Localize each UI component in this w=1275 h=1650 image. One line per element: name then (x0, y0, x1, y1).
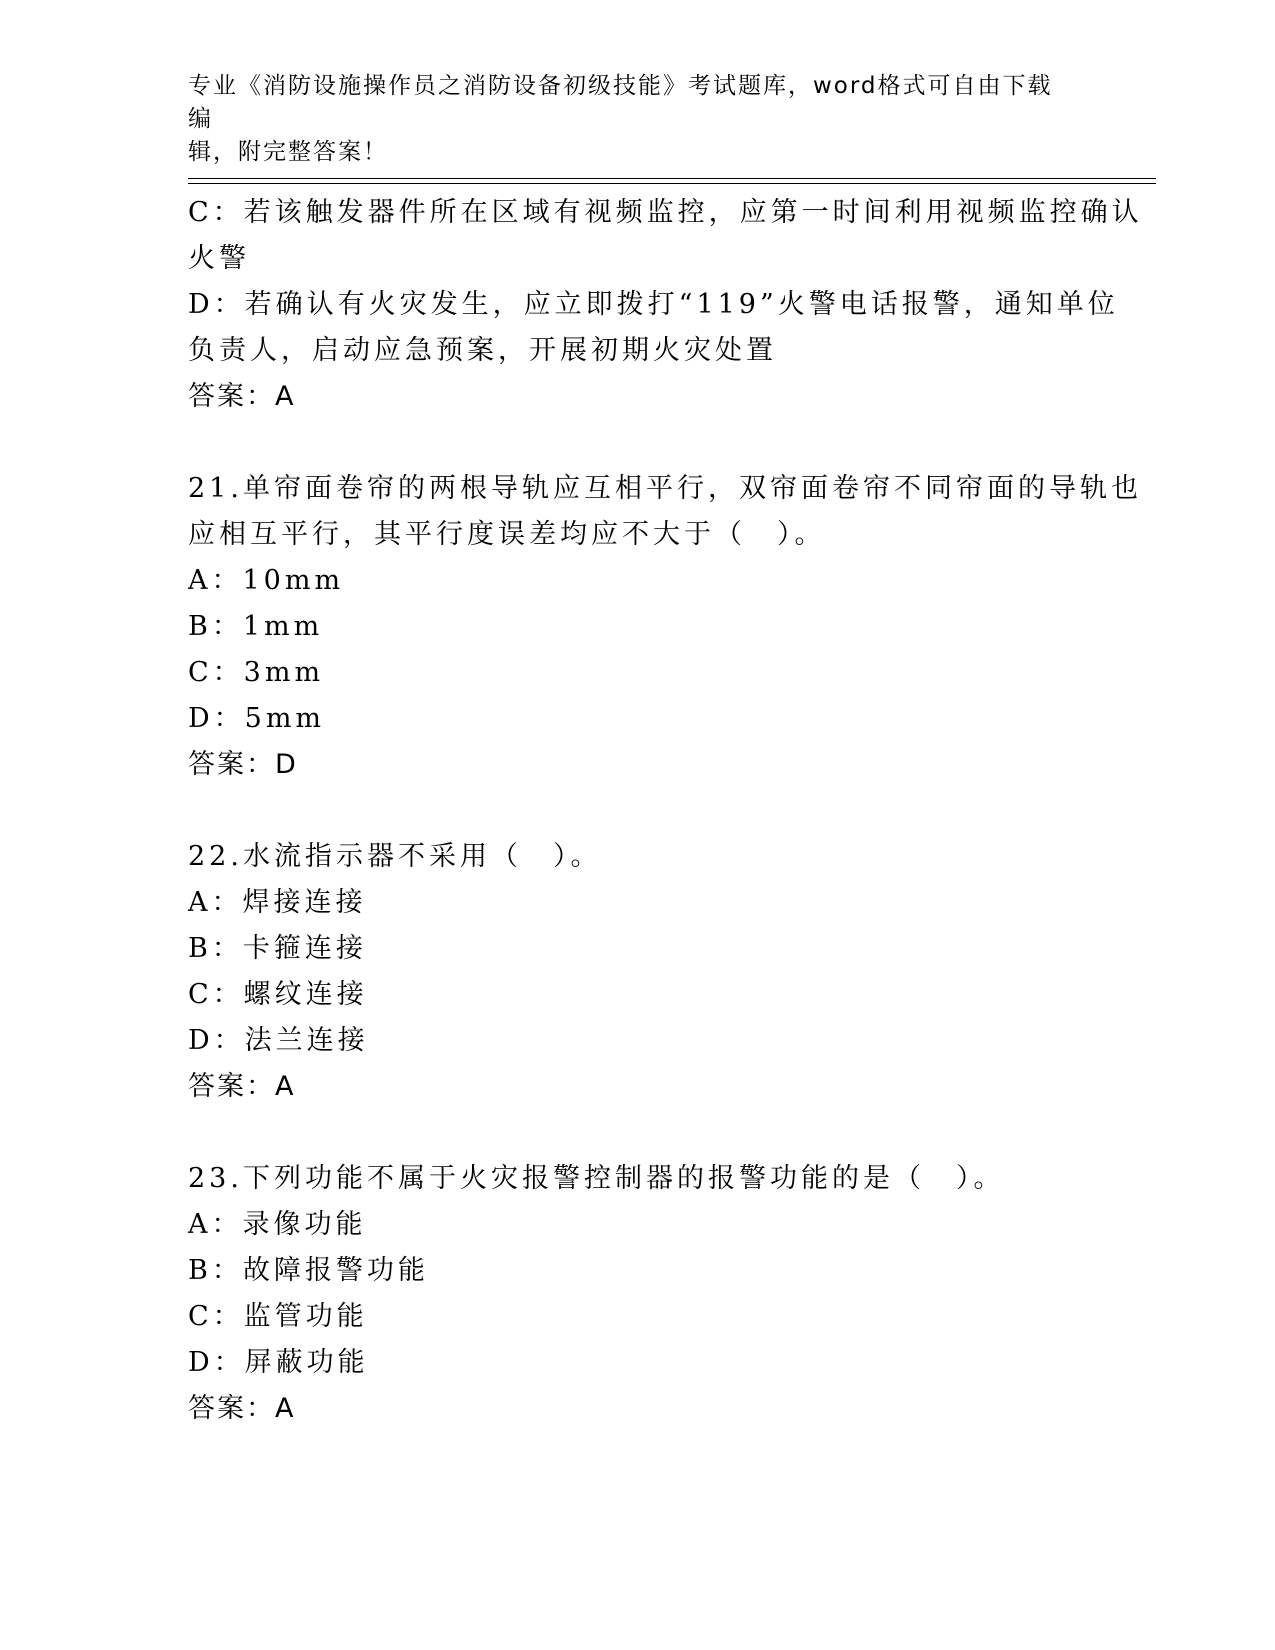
option-d: D：屏蔽功能 (188, 1347, 369, 1378)
question-stem-line-1: 21.单帘面卷帘的两根导轨应互相平行，双帘面卷帘不同帘面的导轨也 (188, 473, 1142, 504)
question-stem-line-2: 应相互平行，其平行度误差均应不大于（ ）。 (188, 519, 826, 550)
question-23 (188, 1156, 1088, 1432)
option-b: B：故障报警功能 (188, 1255, 429, 1286)
option-a: A：焊接连接 (188, 887, 367, 918)
question-content (188, 190, 1143, 1432)
answer: 答案：A (188, 1393, 296, 1424)
previous-question-tail (188, 190, 1143, 420)
document-header (188, 70, 1068, 169)
header-line-2: 辑，附完整答案！ (188, 139, 388, 165)
option-d: D：法兰连接 (188, 1025, 369, 1056)
question-22 (188, 834, 1088, 1110)
header-divider-bottom (188, 183, 1156, 184)
option-d-line-1: D：若确认有火灾发生，应立即拨打“119”火警电话报警，通知单位 (188, 289, 1119, 320)
option-b: B：卡箍连接 (188, 933, 367, 964)
header-divider-top (188, 178, 1156, 179)
spacer (188, 1110, 1088, 1156)
spacer (188, 788, 1088, 834)
option-c-line-2: 火警 (188, 243, 250, 274)
question-stem-line-1: 22.水流指示器不采用（ ）。 (188, 841, 602, 872)
option-d: D：5mm (188, 703, 326, 734)
option-a: A：录像功能 (188, 1209, 367, 1240)
option-d-line-2: 负责人，启动应急预案，开展初期火灾处置 (188, 335, 777, 366)
question-stem-line-1: 23.下列功能不属于火灾报警控制器的报警功能的是（ ）。 (188, 1163, 1005, 1194)
option-a: A：10mm (188, 565, 345, 596)
answer: 答案：D (188, 749, 298, 780)
option-c-line-1: C：若该触发器件所在区域有视频监控，应第一时间利用视频监控确认 (188, 197, 1143, 228)
answer: 答案：A (188, 1071, 296, 1102)
spacer (188, 420, 1088, 466)
header-line-1: 专业《消防设施操作员之消防设备初级技能》考试题库，word格式可自由下载编 (188, 73, 1053, 132)
option-c: C：3mm (188, 657, 325, 688)
option-b: B：1mm (188, 611, 324, 642)
option-c: C：监管功能 (188, 1301, 368, 1332)
question-21 (188, 466, 1142, 788)
option-c: C：螺纹连接 (188, 979, 368, 1010)
answer: 答案：A (188, 381, 296, 412)
